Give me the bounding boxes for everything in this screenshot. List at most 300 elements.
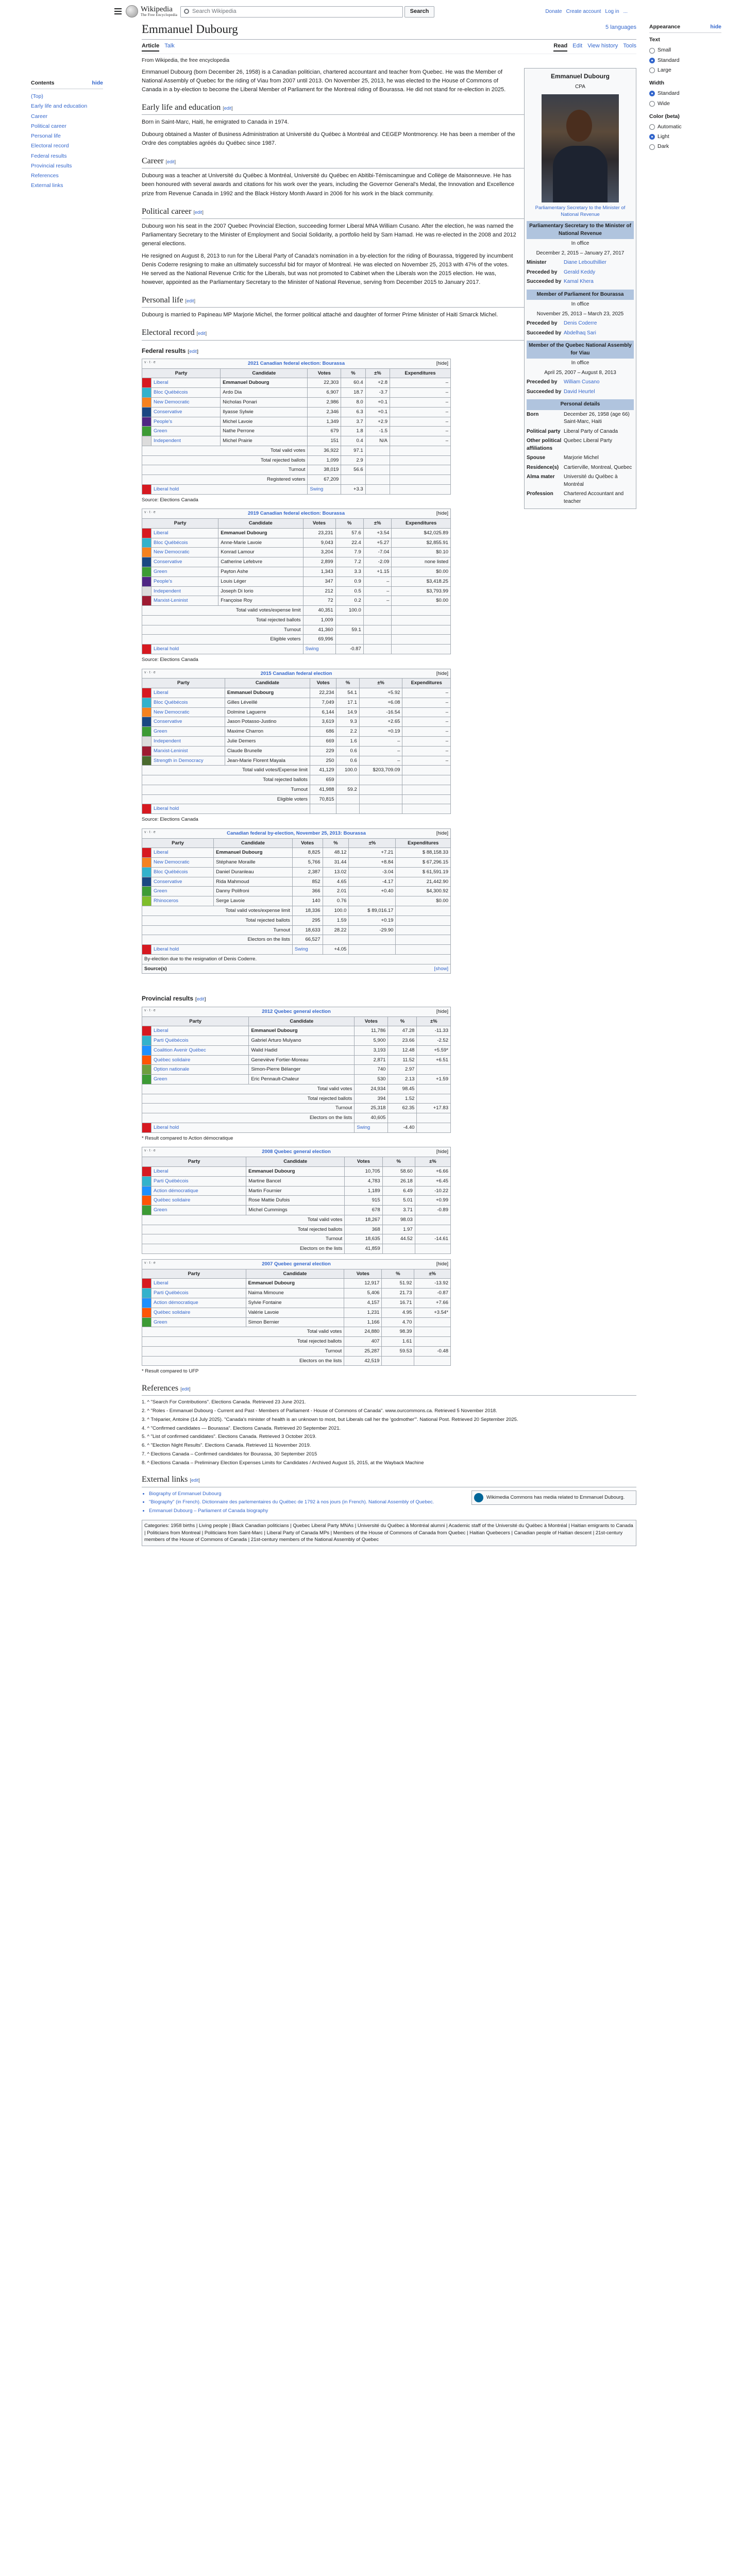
- reference[interactable]: 1. ^ "Search For Contributions". Elections Canada. Retrieved 23 June 2021.: [142, 1399, 306, 1405]
- swing-label[interactable]: Swing: [303, 645, 335, 654]
- table-cell[interactable]: Green: [151, 1075, 249, 1084]
- user-link[interactable]: ...: [623, 9, 628, 14]
- table-cell: –: [363, 577, 392, 586]
- toc-item[interactable]: (Top): [31, 93, 43, 100]
- infobox-office-title[interactable]: Member of Parliament for Bourassa: [527, 290, 634, 300]
- appearance-option-label: Dark: [657, 143, 669, 150]
- section-personal-life: Personal life [edit]: [142, 294, 636, 308]
- total-value: 69,996: [303, 635, 335, 645]
- infobox-row: [527, 277, 634, 287]
- total-label: Total rejected ballots: [142, 1337, 344, 1347]
- total-value: -14.61: [415, 1234, 450, 1244]
- radio-button[interactable]: [649, 67, 655, 73]
- table-cell: Martine Bancel: [246, 1176, 345, 1186]
- total-value: 1,099: [308, 455, 341, 465]
- hide-button[interactable]: [hide]: [436, 511, 448, 517]
- edit-link[interactable]: edit: [197, 996, 205, 1002]
- table-source: Source: Elections Canada: [142, 656, 198, 663]
- toc-item[interactable]: Personal life: [31, 133, 61, 140]
- table-cell: 31.44: [323, 858, 349, 868]
- table-cell[interactable]: Marxist-Leninist: [151, 596, 218, 606]
- election-table-caption[interactable]: [142, 828, 451, 838]
- table-cell[interactable]: Option nationale: [151, 1065, 249, 1075]
- table-cell: Emmanuel Dubourg: [249, 1026, 355, 1036]
- party-color-swatch: [142, 427, 151, 436]
- radio-button[interactable]: [649, 91, 655, 96]
- table-cell[interactable]: Bloc Québécois: [151, 388, 221, 398]
- hold-label[interactable]: Liberal hold: [151, 804, 310, 814]
- election-table-caption[interactable]: [142, 1147, 451, 1157]
- user-link[interactable]: Log in: [605, 9, 619, 14]
- table-cell: 12.48: [388, 1045, 417, 1055]
- user-link[interactable]: Create account: [566, 9, 601, 14]
- table-cell: 3.7: [341, 417, 365, 427]
- table-cell: Nathe Perrone: [221, 427, 308, 436]
- table-cell[interactable]: Québec solidaire: [151, 1196, 246, 1206]
- election-table: [142, 359, 451, 495]
- column-header: Party: [142, 679, 225, 688]
- total-row: [142, 1084, 451, 1094]
- table-cell[interactable]: People's: [151, 577, 218, 586]
- party-color-swatch: [142, 586, 151, 596]
- language-button[interactable]: 5 languages: [605, 24, 636, 30]
- infobox-value[interactable]: Gerald Keddy: [564, 269, 596, 275]
- table-cell: Danny Polifroni: [214, 887, 293, 896]
- table-cell: -3.7: [365, 388, 390, 398]
- reference[interactable]: 3. ^ Tréparier, Antoine (14 July 2025). "Canada's minister of health is an unknown to most, but Liberals call her the 'godmother'". National Post. Retrieved 20 September 2025.: [142, 1416, 518, 1422]
- edit-link[interactable]: edit: [224, 105, 232, 111]
- table-cell[interactable]: Green: [151, 1206, 246, 1215]
- table-cell[interactable]: Green: [151, 427, 221, 436]
- infobox-value[interactable]: David Heurtel: [564, 388, 595, 395]
- total-empty: [392, 635, 451, 645]
- table-cell[interactable]: Action démocratique: [151, 1186, 246, 1196]
- infobox-key: Minister: [527, 260, 547, 266]
- toc-item[interactable]: Political career: [31, 123, 66, 129]
- toc-item[interactable]: External links: [31, 182, 63, 189]
- table-cell[interactable]: Parti Québécois: [151, 1176, 246, 1186]
- table-cell: +1.59: [417, 1075, 451, 1084]
- radio-button[interactable]: [649, 101, 655, 107]
- table-cell[interactable]: Rhinoceros: [151, 896, 214, 906]
- party-color-swatch: [142, 1317, 151, 1327]
- table-row: [142, 1298, 451, 1308]
- table-cell[interactable]: Independent: [151, 586, 218, 596]
- table-cell[interactable]: Québec solidaire: [151, 1308, 246, 1317]
- table-cell: Geneviève Fortier-Moreau: [249, 1055, 355, 1065]
- hide-button[interactable]: [hide]: [436, 1261, 448, 1267]
- hide-button[interactable]: [hide]: [436, 360, 448, 366]
- table-cell[interactable]: Conservative: [151, 877, 214, 887]
- hide-button[interactable]: [hide]: [436, 830, 448, 836]
- total-empty: [396, 916, 451, 925]
- table-row: [142, 717, 451, 727]
- infobox-value: Quebec Liberal Party: [564, 438, 612, 444]
- table-cell: 2.13: [388, 1075, 417, 1084]
- table-row: [142, 427, 451, 436]
- total-row: [142, 1244, 451, 1254]
- hold-row: [142, 645, 451, 654]
- table-cell: Julie Demers: [225, 737, 310, 747]
- table-row: [142, 688, 451, 698]
- table-cell: Catherine Lefebvre: [218, 557, 303, 567]
- infobox-key: Born: [527, 411, 539, 417]
- table-cell: 12,917: [344, 1279, 382, 1289]
- table-cell: +0.1: [365, 407, 390, 417]
- total-value: 368: [345, 1225, 382, 1234]
- table-row: [142, 436, 451, 446]
- table-cell[interactable]: New Democratic: [151, 858, 214, 868]
- toc-item[interactable]: Electoral record: [31, 143, 69, 149]
- table-cell[interactable]: Conservative: [151, 717, 225, 727]
- appearance-hide-button[interactable]: hide: [710, 24, 721, 30]
- table-cell: 212: [303, 586, 335, 596]
- party-color-swatch: [142, 567, 151, 577]
- table-cell[interactable]: New Democratic: [151, 548, 218, 557]
- appearance-option[interactable]: [649, 142, 721, 151]
- table-cell: -0.89: [415, 1206, 450, 1215]
- table-cell[interactable]: People's: [151, 417, 221, 427]
- infobox-name: Emmanuel Dubourg: [550, 72, 610, 80]
- table-cell[interactable]: Bloc Québécois: [151, 867, 214, 877]
- table-cell: –: [390, 378, 451, 388]
- table-cell[interactable]: Liberal: [151, 528, 218, 538]
- infobox-value[interactable]: Kamal Khera: [564, 279, 594, 285]
- vte-links[interactable]: v · t · e: [144, 511, 156, 515]
- total-value: +0.19: [349, 916, 396, 925]
- table-cell[interactable]: Liberal: [151, 688, 225, 698]
- edit-link[interactable]: edit: [191, 1478, 199, 1483]
- appearance-option[interactable]: [649, 122, 721, 132]
- table-cell: Emmanuel Dubourg: [221, 378, 308, 388]
- election-table-caption[interactable]: [142, 1007, 451, 1016]
- total-empty: [365, 465, 390, 475]
- table-cell: Rose Mattie Dufois: [246, 1196, 345, 1206]
- table-cell: Eric Pennault-Chaleur: [249, 1075, 355, 1084]
- infobox-office-term: November 25, 2013 – March 23, 2025: [536, 311, 624, 317]
- show-button[interactable]: [show]: [434, 965, 448, 972]
- infobox-office-title[interactable]: Member of the Quebec National Assembly for Viau: [527, 341, 634, 359]
- toc-item[interactable]: Career: [31, 113, 48, 120]
- table-cell: 47.28: [388, 1026, 417, 1036]
- table-cell: 6,144: [310, 707, 336, 717]
- total-label: Total rejected ballots: [142, 916, 293, 925]
- tab-article[interactable]: Article: [142, 42, 159, 52]
- vte-links[interactable]: v · t · e: [144, 1261, 156, 1265]
- reference[interactable]: 6. ^ "Election Night Results". Elections Canada. Retrieved 11 November 2019.: [142, 1443, 311, 1449]
- appearance-option[interactable]: [649, 89, 721, 98]
- total-value: 25,318: [355, 1104, 388, 1113]
- table-cell: –: [390, 407, 451, 417]
- user-link[interactable]: Donate: [545, 9, 562, 14]
- appearance-option-label: Light: [657, 133, 669, 140]
- table-cell: $0.10: [392, 548, 451, 557]
- infobox-key: Residence(s): [527, 464, 559, 470]
- party-color-swatch: [142, 417, 151, 427]
- table-cell: Joseph Di Iorio: [218, 586, 303, 596]
- edit-link[interactable]: edit: [189, 348, 197, 354]
- total-empty: [417, 1084, 451, 1094]
- swing-label[interactable]: Swing: [308, 484, 341, 494]
- table-cell[interactable]: Coalition Avenir Québec: [151, 1045, 249, 1055]
- empty: [349, 945, 396, 955]
- infobox-row: [527, 472, 634, 489]
- table-cell: 4.70: [382, 1317, 414, 1327]
- hide-button[interactable]: [hide]: [436, 1008, 448, 1014]
- total-row: [142, 1094, 451, 1104]
- tab-tools[interactable]: Tools: [623, 43, 636, 49]
- table-cell: +6.45: [415, 1176, 450, 1186]
- radio-button[interactable]: [649, 58, 655, 63]
- party-color-swatch: [142, 756, 151, 766]
- swing-label[interactable]: Swing: [292, 945, 323, 955]
- toc-subitem[interactable]: Federal results: [31, 152, 67, 159]
- total-value: 59.2: [336, 785, 359, 794]
- appearance-option[interactable]: [649, 132, 721, 142]
- table-cell: Jean-Marie Florent Mayala: [225, 756, 310, 766]
- table-row: [142, 867, 451, 877]
- main-menu-icon[interactable]: [114, 8, 122, 14]
- total-value: 1.52: [388, 1094, 417, 1104]
- party-color-swatch: [142, 557, 151, 567]
- table-cell[interactable]: New Democratic: [151, 397, 221, 407]
- table-cell: –: [390, 417, 451, 427]
- total-value: [335, 635, 363, 645]
- party-color-swatch: [142, 727, 151, 737]
- section-references: References [edit]: [142, 1382, 636, 1396]
- vte-links[interactable]: v · t · e: [144, 1149, 156, 1153]
- table-cell[interactable]: Independent: [151, 436, 221, 446]
- table-cell[interactable]: Liberal: [151, 378, 221, 388]
- radio-button[interactable]: [649, 48, 655, 54]
- header: [0, 3, 742, 22]
- swing-label[interactable]: Swing: [355, 1123, 388, 1132]
- infobox-row: [527, 319, 634, 329]
- table-cell: $2,855.91: [392, 538, 451, 548]
- tab-read[interactable]: Read: [553, 42, 567, 52]
- table-cell: Claude Brunelle: [225, 746, 310, 756]
- table-cell: Françoise Roy: [218, 596, 303, 606]
- table-cell[interactable]: Green: [151, 567, 218, 577]
- table-cell[interactable]: New Democratic: [151, 707, 225, 717]
- external-link[interactable]: • Biography of Emmanuel Dubourg: [149, 1490, 636, 1498]
- table-row: [142, 1026, 451, 1036]
- column-header: Expenditures: [390, 368, 451, 378]
- edit-link[interactable]: edit: [167, 159, 175, 165]
- table-cell[interactable]: Bloc Québécois: [151, 538, 218, 548]
- table-cell: 852: [292, 877, 323, 887]
- table-cell[interactable]: Independent: [151, 737, 225, 747]
- table-cell[interactable]: Québec solidaire: [151, 1055, 249, 1065]
- search-icon: [184, 9, 189, 14]
- search-input[interactable]: Search Wikipedia: [180, 6, 403, 18]
- table-cell[interactable]: Liberal: [151, 1026, 249, 1036]
- external-link[interactable]: • Emmanuel Dubourg – Parliament of Canada biography: [149, 1507, 636, 1515]
- table-cell: 54.1: [336, 688, 359, 698]
- table-cell[interactable]: Bloc Québécois: [151, 698, 225, 707]
- toc-item[interactable]: References: [31, 172, 59, 179]
- table-cell: Emmanuel Dubourg: [246, 1167, 345, 1177]
- appearance-group-label: Color (beta): [649, 113, 680, 120]
- total-empty: [365, 446, 390, 455]
- tab-view-history[interactable]: View history: [587, 43, 618, 49]
- infobox-key: Spouse: [527, 455, 546, 461]
- table-cell: Konrad Lamour: [218, 548, 303, 557]
- table-cell[interactable]: Strength in Democracy: [151, 756, 225, 766]
- appearance-option[interactable]: [649, 65, 721, 75]
- toc-subitem[interactable]: Provincial results: [31, 162, 72, 169]
- edit-link[interactable]: edit: [194, 209, 203, 215]
- party-color-swatch: [142, 848, 151, 858]
- infobox-value[interactable]: William Cusano: [564, 379, 600, 385]
- appearance-group: [649, 36, 721, 75]
- total-value: [388, 1113, 417, 1123]
- total-value: [349, 935, 396, 945]
- table-cell: 1,166: [344, 1317, 382, 1327]
- swing-label[interactable]: [310, 804, 336, 814]
- table-cell[interactable]: Green: [151, 727, 225, 737]
- election-table-caption[interactable]: [142, 669, 451, 679]
- election-table: [142, 669, 451, 814]
- tab-edit[interactable]: Edit: [572, 43, 583, 49]
- table-cell[interactable]: Action démocratique: [151, 1298, 246, 1308]
- table-cell[interactable]: Green: [151, 887, 214, 896]
- table-cell: 686: [310, 727, 336, 737]
- appearance-group: [649, 113, 721, 152]
- radio-button[interactable]: [649, 144, 655, 150]
- reference[interactable]: 5. ^ "List of confirmed candidates". Elections Canada. Retrieved 3 October 2019.: [142, 1434, 317, 1440]
- table-cell: 26.18: [382, 1176, 415, 1186]
- appearance-option[interactable]: [649, 99, 721, 109]
- party-color-swatch: [142, 698, 151, 707]
- infobox-row: [527, 427, 634, 437]
- vte-links[interactable]: v · t · e: [144, 1008, 156, 1012]
- subsection-provincial-results: Provincial results [edit]: [142, 995, 206, 1003]
- table-cell: 1.8: [341, 427, 365, 436]
- election-table-caption[interactable]: [142, 509, 451, 519]
- table-cell[interactable]: Parti Québécois: [151, 1036, 249, 1046]
- total-value: 41,129: [310, 766, 336, 775]
- total-value: [336, 794, 359, 804]
- table-cell[interactable]: Conservative: [151, 557, 218, 567]
- infobox-office-title[interactable]: Parliamentary Secretary to the Minister of National Revenue: [527, 221, 634, 239]
- infobox-value[interactable]: Abdelhaq Sari: [564, 330, 596, 336]
- table-cell[interactable]: Liberal: [151, 1279, 246, 1289]
- total-row: [142, 1327, 451, 1337]
- vte-links[interactable]: v · t · e: [144, 360, 156, 364]
- reference[interactable]: 2. ^ "Roles - Emmanuel Dubourg - Current and Past - Members of Parliament - House of Commons of Canada". www.ourcommons.ca. Retrieved 5 November 2018.: [142, 1408, 497, 1414]
- total-row: [142, 615, 451, 625]
- appearance-option[interactable]: [649, 56, 721, 65]
- table-cell[interactable]: Liberal: [151, 848, 214, 858]
- reference[interactable]: 4. ^ "Confirmed candidates — Bourassa". Elections Canada. Retrieved 20 September 2021.: [142, 1425, 341, 1431]
- hold-label[interactable]: Liberal hold: [151, 484, 308, 494]
- toc-hide-button[interactable]: hide: [92, 80, 103, 86]
- table-cell: 915: [345, 1196, 382, 1206]
- edit-link[interactable]: edit: [198, 331, 206, 336]
- election-table: [142, 828, 451, 974]
- tab-talk[interactable]: Talk: [164, 43, 175, 49]
- table-cell[interactable]: Parti Québécois: [151, 1289, 246, 1298]
- table-row: [142, 417, 451, 427]
- external-link[interactable]: • "Biography" (in French). Dictionnaire des parlementaires du Québec de 1792 à nos jours (in French). National Assembly of Quebec.: [149, 1499, 636, 1506]
- reference[interactable]: 7. ^ Elections Canada – Confirmed candidates for Bourassa, 30 September 2015: [142, 1451, 317, 1457]
- total-empty: [402, 794, 451, 804]
- table-cell: 51.92: [382, 1279, 414, 1289]
- table-cell: 8,825: [292, 848, 323, 858]
- total-value: [363, 615, 392, 625]
- radio-button[interactable]: [649, 124, 655, 130]
- table-cell: $0.00: [396, 896, 451, 906]
- party-color-swatch: [142, 717, 151, 727]
- table-row: [142, 1167, 451, 1177]
- table-cell: Gilles Léveillé: [225, 698, 310, 707]
- vte-links[interactable]: v · t · e: [144, 670, 156, 674]
- hold-label[interactable]: Liberal hold: [151, 945, 293, 955]
- infobox-value: Liberal Party of Canada: [564, 428, 618, 434]
- reference[interactable]: 8. ^ Elections Canada – Preliminary Election Expenses Limits for Candidates / Archived August 15, 2015, at the Wayback Machine: [142, 1460, 424, 1466]
- hide-button[interactable]: [hide]: [436, 1149, 448, 1155]
- total-value: 295: [292, 916, 323, 925]
- caption-text: Canadian federal by-election, November 25, 2013: Bourassa: [227, 830, 366, 836]
- table-cell: 8.0: [341, 397, 365, 407]
- column-header: Candidate: [246, 1157, 345, 1167]
- edit-link[interactable]: edit: [181, 1386, 190, 1392]
- table-cell[interactable]: Green: [151, 1317, 246, 1327]
- table-cell: 16.71: [382, 1298, 414, 1308]
- toc-item[interactable]: Early life and education: [31, 103, 88, 110]
- table-cell: –: [359, 746, 402, 756]
- appearance-option[interactable]: [649, 45, 721, 55]
- party-color-swatch: [142, 436, 151, 446]
- wikipedia-logo[interactable]: [126, 5, 177, 18]
- edit-link[interactable]: edit: [186, 298, 194, 304]
- table-cell[interactable]: Liberal: [151, 1167, 246, 1177]
- total-value: 394: [355, 1094, 388, 1104]
- party-color-swatch: [142, 867, 151, 877]
- table-row: [142, 858, 451, 868]
- hide-button[interactable]: [hide]: [436, 670, 448, 676]
- total-row: [142, 785, 451, 794]
- hold-label[interactable]: Liberal hold: [151, 645, 303, 654]
- table-cell: –: [402, 707, 451, 717]
- table-cell: 0.5: [335, 586, 363, 596]
- caption-text: 2012 Quebec general election: [262, 1008, 331, 1014]
- total-value: -29.90: [349, 925, 396, 935]
- table-cell[interactable]: Conservative: [151, 407, 221, 417]
- table-cell: 3.3: [335, 567, 363, 577]
- table-cell: –: [363, 586, 392, 596]
- election-table-caption[interactable]: [142, 1259, 451, 1269]
- table-cell[interactable]: Marxist-Leninist: [151, 746, 225, 756]
- party-color-swatch: [142, 1036, 151, 1046]
- radio-button[interactable]: [649, 134, 655, 140]
- table-cell: Jason Potasso-Justino: [225, 717, 310, 727]
- party-color-swatch: [142, 887, 151, 896]
- empty: [390, 484, 451, 494]
- infobox-value[interactable]: Denis Coderre: [564, 320, 597, 327]
- election-table-caption[interactable]: [142, 359, 451, 368]
- search-button[interactable]: Search: [404, 6, 434, 18]
- table-row: [142, 1206, 451, 1215]
- total-label: Total rejected ballots: [142, 615, 303, 625]
- hold-label[interactable]: Liberal hold: [151, 1123, 355, 1132]
- infobox-value[interactable]: Diane Lebouthillier: [564, 260, 606, 266]
- party-color-swatch: [142, 528, 151, 538]
- total-label: Total valid votes/expense limit: [142, 906, 293, 916]
- vte-links[interactable]: v · t · e: [144, 830, 156, 834]
- party-color-swatch: [142, 1065, 151, 1075]
